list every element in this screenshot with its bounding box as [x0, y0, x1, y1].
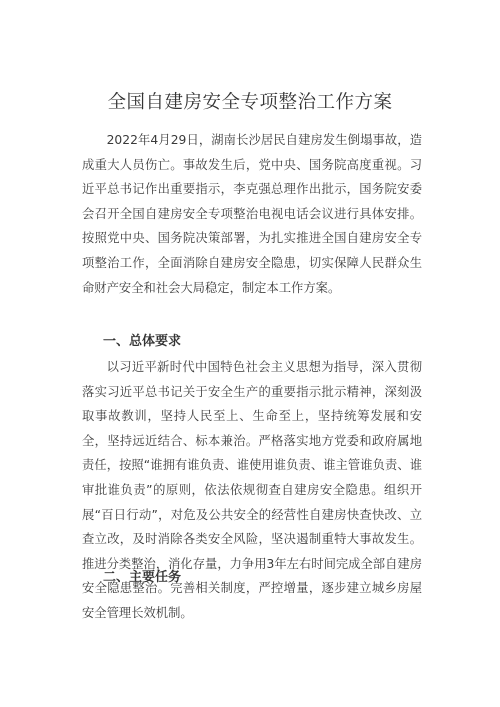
- section-heading-main-tasks: 二、主要任务: [103, 570, 182, 585]
- intro-paragraph: 2022年4月29日，湖南长沙居民自建房发生倒塌事故，造成重大人员伤亡。事故发生后，党中央、国务院高度重视。习近平总书记作出重要指示，李克强总理作出批示，国务院安委会召开全国自建房安全专项整治电视电话会议进行具体安排。按照党中央、国务院决策部署，为扎实推进全国自建房安全专项整治工作，全面消除自建房安全隐患，切实保障人民群众生命财产安全和社会大局稳定，制定本工作方案。: [82, 133, 422, 295]
- general-requirements-paragraph: 以习近平新时代中国特色社会主义思想为指导，深入贯彻落实习近平总书记关于安全生产的重要指示批示精神，深刻汲取事故教训，坚持人民至上、生命至上，坚持统筹发展和安全，坚持远近结合、标本兼治。严格落实地方党委和政府属地责任，按照“谁拥有谁负责、谁使用谁负责、谁主管谁负责、谁审批谁负责”的原则，依法依规彻查自建房安全隐患。组织开展“百日行动”，对危及公共安全的经营性自建房快查快改、立查立改，及时消除各类安全风险，坚决遏制重特大事故发生。推进分类整治，消化存量，力争用3年左右时间完成全部自建房安全隐患整治。完善相关制度，严控增量，逐步建立城乡房屋安全管理长效机制。: [82, 360, 422, 620]
- document-title: 全国自建房安全专项整治工作方案: [107, 92, 393, 113]
- section-heading-general-requirements: 一、总体要求: [103, 334, 182, 349]
